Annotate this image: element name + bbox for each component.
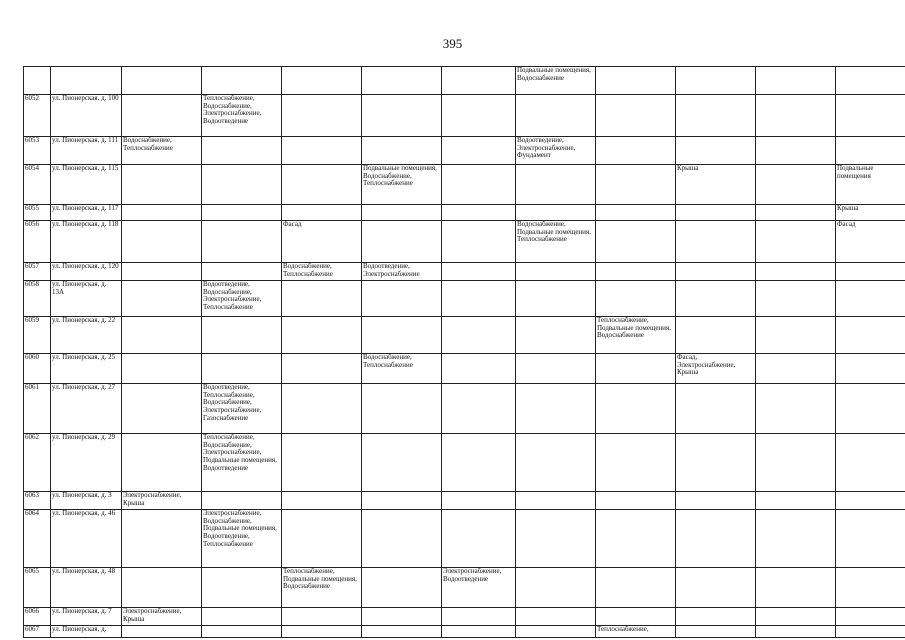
table-row	[24, 608, 905, 626]
work-type-cell	[596, 434, 676, 492]
work-type-cell	[516, 354, 596, 384]
work-type-cell	[362, 568, 442, 608]
work-type-cell: Крыша	[676, 165, 756, 205]
row-number-cell: 6055	[24, 205, 51, 221]
work-type-cell	[122, 510, 202, 568]
work-type-cell: Водоснабжение, Подвальные помещения, Теплоснабжение	[516, 221, 596, 263]
work-type-cell	[756, 263, 836, 281]
row-number-cell: 6061	[24, 384, 51, 434]
row-number-cell: 6058	[24, 281, 51, 317]
address-cell: ул. Пионерская, д. 48	[51, 568, 122, 608]
work-type-cell	[676, 626, 756, 638]
work-type-cell	[756, 221, 836, 263]
work-type-cell: Водоотведение, Водоснабжение, Электроснабжение, Теплоснабжение	[202, 281, 282, 317]
work-type-cell	[362, 67, 442, 95]
work-type-cell	[442, 137, 516, 165]
address-cell: ул. Пионерская, д. 13А	[51, 281, 122, 317]
work-type-cell	[596, 281, 676, 317]
work-type-cell	[676, 384, 756, 434]
table-row	[24, 384, 905, 434]
work-type-cell	[202, 137, 282, 165]
work-type-cell	[442, 263, 516, 281]
work-type-cell	[676, 492, 756, 510]
work-type-cell: Теплоснабжение, Подвальные помещения, Водоснабжение	[282, 568, 362, 608]
row-number-cell: 6064	[24, 510, 51, 568]
row-number-cell	[24, 67, 51, 95]
table-row	[24, 95, 905, 137]
address-cell: ул. Пионерская, д. 117	[51, 205, 122, 221]
work-type-cell	[836, 608, 905, 626]
page-number: 395	[442, 36, 463, 51]
work-type-cell	[676, 95, 756, 137]
row-number-cell: 6052	[24, 95, 51, 137]
work-type-cell	[282, 95, 362, 137]
work-type-cell	[836, 510, 905, 568]
work-type-cell	[282, 492, 362, 510]
work-type-cell	[442, 434, 516, 492]
table-row	[24, 137, 905, 165]
work-type-cell	[516, 384, 596, 434]
address-cell: ул. Пионерская, д. 100	[51, 95, 122, 137]
work-type-cell	[442, 67, 516, 95]
work-type-cell	[202, 263, 282, 281]
work-type-cell	[836, 492, 905, 510]
address-cell: ул. Пионерская, д. 46	[51, 510, 122, 568]
work-type-cell	[516, 317, 596, 354]
work-schedule-table	[23, 66, 905, 638]
work-type-cell: Подвальные помещения, Водоснабжение, Теплоснабжение	[362, 165, 442, 205]
work-type-cell: Электроснабжение, Крыша	[122, 492, 202, 510]
work-type-cell: Электроснабжение, Водоотведение	[442, 568, 516, 608]
work-type-cell	[362, 492, 442, 510]
work-type-cell: Водоснабжение, Теплоснабжение	[282, 263, 362, 281]
work-type-cell	[122, 568, 202, 608]
work-type-cell: Подвальные помещения	[836, 165, 905, 205]
work-type-cell	[516, 95, 596, 137]
work-type-cell	[676, 281, 756, 317]
table-row	[24, 568, 905, 608]
work-type-cell	[442, 492, 516, 510]
work-type-cell	[202, 492, 282, 510]
work-type-cell	[202, 221, 282, 263]
table-row	[24, 626, 905, 638]
work-type-cell: Водоотведение, Теплоснабжение, Водоснабжение, Электроснабжение, Газоснабжение	[202, 384, 282, 434]
table-row	[24, 205, 905, 221]
work-type-cell	[122, 67, 202, 95]
work-type-cell	[516, 608, 596, 626]
work-type-cell	[362, 317, 442, 354]
work-type-cell	[836, 354, 905, 384]
table-row	[24, 263, 905, 281]
work-type-cell	[516, 281, 596, 317]
work-type-cell	[442, 608, 516, 626]
work-type-cell	[442, 510, 516, 568]
work-type-cell	[362, 510, 442, 568]
work-type-cell	[516, 568, 596, 608]
work-type-cell	[122, 221, 202, 263]
work-type-cell	[756, 205, 836, 221]
work-type-cell	[676, 568, 756, 608]
work-type-cell	[836, 95, 905, 137]
work-type-cell	[122, 626, 202, 638]
work-type-cell	[362, 384, 442, 434]
work-type-cell	[756, 626, 836, 638]
work-type-cell	[756, 67, 836, 95]
work-type-cell	[282, 510, 362, 568]
work-type-cell	[756, 354, 836, 384]
work-type-cell	[442, 317, 516, 354]
work-type-cell	[282, 165, 362, 205]
table-row	[24, 510, 905, 568]
work-type-cell	[836, 317, 905, 354]
row-number-cell: 6054	[24, 165, 51, 205]
work-type-cell	[596, 568, 676, 608]
work-type-cell	[122, 95, 202, 137]
work-type-cell	[836, 281, 905, 317]
work-type-cell	[836, 263, 905, 281]
work-type-cell	[202, 568, 282, 608]
address-cell: ул. Пионерская, д. 7	[51, 608, 122, 626]
work-type-cell: Электроснабжение, Крыша	[122, 608, 202, 626]
work-type-cell	[282, 626, 362, 638]
work-type-cell	[122, 165, 202, 205]
work-type-cell	[676, 510, 756, 568]
work-type-cell	[596, 354, 676, 384]
row-number-cell: 6053	[24, 137, 51, 165]
work-type-cell	[282, 317, 362, 354]
work-type-cell	[202, 608, 282, 626]
address-cell: ул. Пионерская, д. 118	[51, 221, 122, 263]
work-type-cell	[756, 165, 836, 205]
table-row	[24, 221, 905, 263]
work-type-cell	[596, 165, 676, 205]
row-number-cell: 6065	[24, 568, 51, 608]
work-type-cell	[516, 510, 596, 568]
address-cell: ул. Пионерская, д. 120	[51, 263, 122, 281]
address-cell: ул. Пионерская, д. 115	[51, 165, 122, 205]
work-type-cell: Теплоснабжение,	[596, 626, 676, 638]
work-type-cell	[596, 95, 676, 137]
work-type-cell	[442, 354, 516, 384]
work-type-cell	[442, 165, 516, 205]
row-number-cell: 6062	[24, 434, 51, 492]
work-type-cell	[362, 626, 442, 638]
work-type-cell	[596, 263, 676, 281]
work-type-cell	[202, 317, 282, 354]
work-type-cell	[596, 221, 676, 263]
work-type-cell	[122, 354, 202, 384]
work-type-cell	[596, 137, 676, 165]
work-type-cell: Теплоснабжение, Водоснабжение, Электроснабжение, Подвальные помещения, Водоотведение	[202, 434, 282, 492]
work-type-cell	[836, 67, 905, 95]
work-type-cell	[596, 384, 676, 434]
work-type-cell	[836, 626, 905, 638]
work-type-cell: Теплоснабжение, Водоснабжение, Электроснабжение, Водоотведение	[202, 95, 282, 137]
work-type-cell	[676, 137, 756, 165]
work-type-cell	[516, 492, 596, 510]
work-type-cell	[676, 608, 756, 626]
work-type-cell	[282, 384, 362, 434]
row-number-cell: 6063	[24, 492, 51, 510]
work-type-cell	[282, 281, 362, 317]
work-type-cell	[282, 67, 362, 95]
work-type-cell	[362, 608, 442, 626]
work-type-cell	[596, 492, 676, 510]
work-type-cell	[442, 221, 516, 263]
work-type-cell	[756, 434, 836, 492]
work-type-cell	[596, 67, 676, 95]
work-type-cell	[442, 205, 516, 221]
work-type-cell	[836, 434, 905, 492]
work-type-cell	[756, 281, 836, 317]
work-type-cell	[122, 317, 202, 354]
row-number-cell: 6057	[24, 263, 51, 281]
address-cell: ул. Пионерская, д. 3	[51, 492, 122, 510]
address-cell: ул. Пионерская, д. 111	[51, 137, 122, 165]
work-type-cell	[756, 568, 836, 608]
address-cell: ул. Пионерская, д. 25	[51, 354, 122, 384]
work-type-cell: Подвальные помещения, Водоснабжение	[516, 67, 596, 95]
work-type-cell	[756, 95, 836, 137]
row-number-cell: 6060	[24, 354, 51, 384]
table-row	[24, 165, 905, 205]
work-type-cell: Теплоснабжение, Подвальные помещения, Водоснабжение	[596, 317, 676, 354]
table-row	[24, 354, 905, 384]
work-type-cell	[756, 492, 836, 510]
work-type-cell	[202, 205, 282, 221]
work-type-cell: Электроснабжение, Водоснабжение, Подвальные помещения, Водоотведение, Теплоснабжение	[202, 510, 282, 568]
work-type-cell	[676, 221, 756, 263]
work-type-cell	[362, 95, 442, 137]
work-type-cell	[122, 281, 202, 317]
work-type-cell	[282, 205, 362, 221]
work-type-cell	[442, 281, 516, 317]
work-type-cell	[756, 608, 836, 626]
work-type-cell	[676, 317, 756, 354]
address-cell: ул. Пионерская, д.	[51, 626, 122, 638]
work-type-cell: Фасад	[836, 221, 905, 263]
table-row	[24, 67, 905, 95]
work-type-cell	[282, 608, 362, 626]
table-row	[24, 492, 905, 510]
work-type-cell	[202, 165, 282, 205]
work-schedule-table-container	[23, 66, 905, 640]
work-type-cell	[202, 67, 282, 95]
address-cell: ул. Пионерская, д. 29	[51, 434, 122, 492]
work-type-cell	[676, 67, 756, 95]
work-type-cell	[202, 626, 282, 638]
work-type-cell	[122, 263, 202, 281]
work-type-cell	[282, 354, 362, 384]
work-type-cell	[122, 205, 202, 221]
work-type-cell: Фасад	[282, 221, 362, 263]
work-type-cell	[442, 95, 516, 137]
work-type-cell: Водоотведение, Электроснабжение, Фундамент	[516, 137, 596, 165]
work-type-cell	[282, 434, 362, 492]
work-type-cell	[516, 626, 596, 638]
work-type-cell	[836, 384, 905, 434]
work-type-cell: Водоснабжение, Теплоснабжение	[362, 354, 442, 384]
row-number-cell: 6059	[24, 317, 51, 354]
work-type-cell	[362, 137, 442, 165]
work-type-cell	[756, 510, 836, 568]
work-type-cell: Фасад, Электроснабжение, Крыша	[676, 354, 756, 384]
address-cell	[51, 67, 122, 95]
work-type-cell	[282, 137, 362, 165]
work-type-cell	[676, 263, 756, 281]
work-type-cell	[122, 384, 202, 434]
address-cell: ул. Пионерская, д. 27	[51, 384, 122, 434]
work-type-cell	[362, 434, 442, 492]
work-type-cell	[676, 434, 756, 492]
work-type-cell	[442, 626, 516, 638]
work-type-cell	[596, 205, 676, 221]
table-row	[24, 281, 905, 317]
work-type-cell	[122, 434, 202, 492]
work-type-cell	[362, 221, 442, 263]
work-type-cell: Водоотведение, Электроснабжение	[362, 263, 442, 281]
work-type-cell: Водоснабжение, Теплоснабжение	[122, 137, 202, 165]
work-type-cell	[362, 281, 442, 317]
work-type-cell	[516, 205, 596, 221]
work-type-cell	[676, 205, 756, 221]
work-type-cell	[756, 384, 836, 434]
table-row	[24, 317, 905, 354]
work-type-cell	[756, 137, 836, 165]
work-type-cell	[756, 317, 836, 354]
row-number-cell: 6056	[24, 221, 51, 263]
work-type-cell	[516, 263, 596, 281]
work-type-cell	[362, 205, 442, 221]
work-type-cell	[442, 384, 516, 434]
work-type-cell	[836, 137, 905, 165]
work-type-cell	[202, 354, 282, 384]
row-number-cell: 6066	[24, 608, 51, 626]
work-type-cell: Крыша	[836, 205, 905, 221]
work-type-cell	[836, 568, 905, 608]
work-type-cell	[596, 510, 676, 568]
work-type-cell	[516, 434, 596, 492]
row-number-cell: 6067	[24, 626, 51, 638]
work-type-cell	[516, 165, 596, 205]
table-row	[24, 434, 905, 492]
address-cell: ул. Пионерская, д. 22	[51, 317, 122, 354]
work-type-cell	[596, 608, 676, 626]
